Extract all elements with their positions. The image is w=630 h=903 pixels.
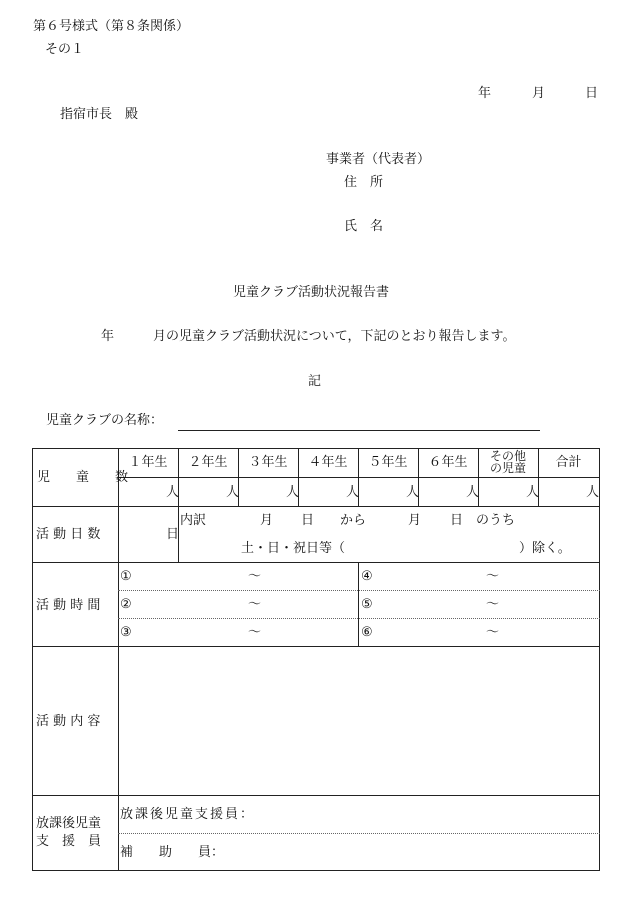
- name-label: 氏 名: [344, 219, 384, 234]
- breakdown-label: 内訳: [180, 513, 207, 528]
- date-day-label: 日: [585, 86, 599, 101]
- staff-label-line2: 支 援 員: [36, 834, 102, 849]
- hours-dotted-line: [118, 618, 600, 619]
- addressee: 指宿市長 殿: [60, 107, 139, 122]
- hours-dotted-line: [118, 590, 600, 591]
- activity-content-label: 活 動 内 容: [36, 714, 101, 729]
- address-label: 住 所: [344, 175, 384, 190]
- slot-3-tilde: ～: [248, 625, 262, 640]
- ki-mark: 記: [308, 374, 322, 389]
- date-year-label: 年: [478, 86, 492, 101]
- form-number: 第６号様式（第８条関係）: [33, 19, 190, 34]
- slot-1-mark: ①: [120, 569, 132, 584]
- date-month-label: 月: [532, 86, 546, 101]
- breakdown-from: から: [340, 513, 367, 528]
- slot-4-tilde: ～: [486, 569, 500, 584]
- staff-label-line1: 放課後児童: [36, 816, 102, 831]
- breakdown-month-2: 月: [408, 513, 422, 528]
- grade-4-unit: 人: [346, 485, 360, 500]
- breakdown-day-2: 日: [450, 513, 464, 528]
- grade-1-unit: 人: [166, 485, 180, 500]
- supporter-label: 放課後児童支援員：: [120, 807, 256, 822]
- grade-6-header: ６年生: [428, 455, 468, 470]
- grade-2-unit: 人: [226, 485, 240, 500]
- slot-1-tilde: ～: [248, 569, 262, 584]
- grade-4-header: ４年生: [308, 455, 348, 470]
- row-separator: [32, 646, 600, 647]
- total-unit: 人: [586, 485, 600, 500]
- slot-6-mark: ⑥: [361, 625, 373, 640]
- activity-hours-label: 活 動 時 間: [36, 598, 101, 613]
- activity-days-unit: 日: [166, 527, 180, 542]
- document-title: 児童クラブ活動状況報告書: [233, 285, 390, 300]
- holidays-label: 土・日・祝日等（: [241, 541, 346, 556]
- other-children-unit: 人: [526, 485, 540, 500]
- children-count-label: 児 童 数: [37, 470, 129, 485]
- intro-text: 月の児童クラブ活動状況について，下記のとおり報告します。: [153, 329, 516, 344]
- grade-header-bottom: [118, 477, 600, 478]
- intro-year: 年: [101, 329, 115, 344]
- grade-5-unit: 人: [406, 485, 420, 500]
- excluded-label: ）除く。: [519, 541, 571, 556]
- slot-6-tilde: ～: [486, 625, 500, 640]
- hours-middle-divider: [358, 562, 359, 647]
- slot-4-mark: ④: [361, 569, 373, 584]
- row-separator: [32, 506, 600, 507]
- assistant-label: 補 助 員：: [120, 845, 225, 860]
- breakdown-of-which: のうち: [476, 513, 516, 528]
- grade-6-unit: 人: [466, 485, 480, 500]
- table-border-right: [599, 448, 600, 871]
- table-border-left: [32, 448, 33, 871]
- grade-5-header: ５年生: [368, 455, 408, 470]
- activity-days-label: 活 動 日 数: [36, 527, 101, 542]
- breakdown-month-1: 月: [260, 513, 274, 528]
- staff-dotted-line: [118, 833, 600, 834]
- club-name-underline: [178, 430, 540, 431]
- breakdown-day-1: 日: [301, 513, 315, 528]
- form-part: その１: [45, 42, 85, 57]
- grade-1-header: １年生: [128, 455, 168, 470]
- club-name-label: 児童クラブの名称：: [46, 413, 164, 428]
- grade-3-unit: 人: [286, 485, 300, 500]
- slot-5-tilde: ～: [486, 597, 500, 612]
- slot-2-tilde: ～: [248, 597, 262, 612]
- row-separator: [32, 795, 600, 796]
- grade-2-header: ２年生: [188, 455, 228, 470]
- slot-3-mark: ③: [120, 625, 132, 640]
- row-separator: [32, 562, 600, 563]
- slot-2-mark: ②: [120, 597, 132, 612]
- applicant-label: 事業者（代表者）: [326, 152, 431, 167]
- other-children-header: その他 の児童: [489, 449, 526, 475]
- label-column-divider: [118, 448, 119, 871]
- grade-3-header: ３年生: [248, 455, 288, 470]
- total-header: 合計: [555, 455, 582, 470]
- slot-5-mark: ⑤: [361, 597, 373, 612]
